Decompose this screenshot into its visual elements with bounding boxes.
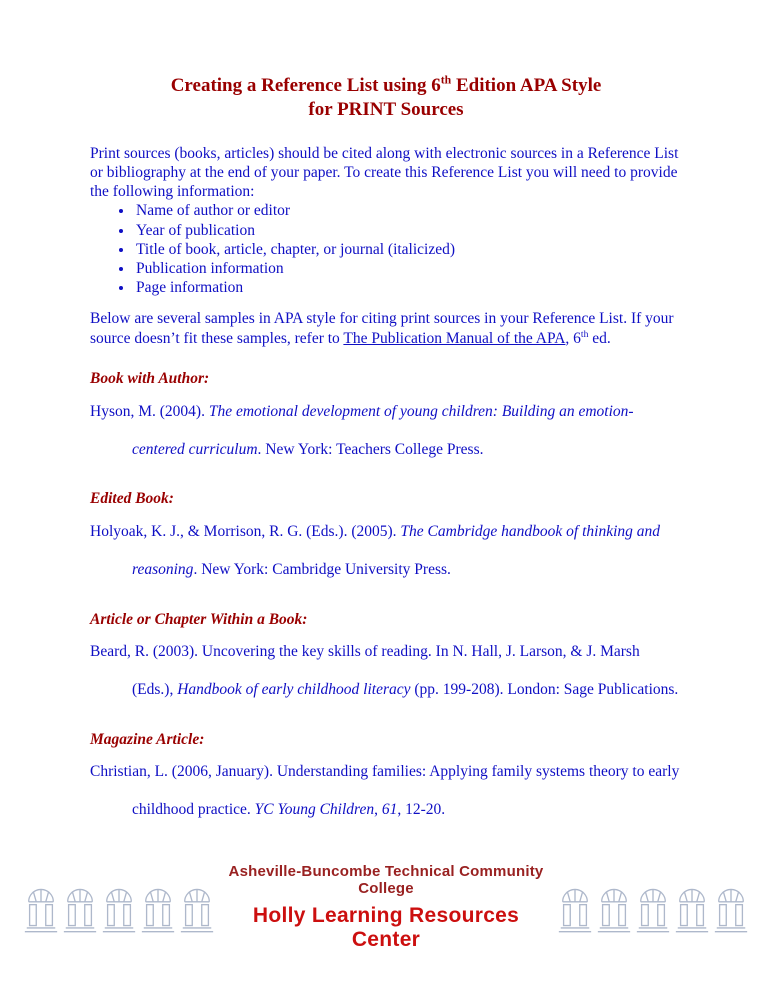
note-text: Below are several samples in APA style for citing print sources in your Reference List. If your source doesn’t fit these samples, refer to	[90, 310, 674, 347]
arch-icon	[61, 880, 99, 935]
note-superscript: th	[580, 328, 589, 340]
samples-note	[90, 309, 682, 348]
citation-section-edited-book	[90, 489, 682, 588]
arch-icon	[178, 880, 216, 935]
arch-icon	[712, 880, 750, 935]
arch-icon	[595, 880, 633, 935]
arch-decoration-left	[22, 880, 216, 935]
arch-icon	[634, 880, 672, 935]
citation-text: Beard, R. (2003). Uncovering the key skills of reading. In N. Hall, J. Larson, & J. Marsh (Eds.), Handbook of early childhood literacy (pp. 199-208). London: Sage Publications.	[90, 642, 679, 698]
arch-icon	[22, 880, 60, 935]
required-info-list	[134, 201, 682, 297]
college-name: Asheville-Buncombe Technical Community College	[228, 863, 544, 897]
citation-text: Holyoak, K. J., & Morrison, R. G. (Eds.). (2005). The Cambridge handbook of thinking and reasoning. New York: Cambridge University Press.	[90, 522, 661, 578]
document-title	[90, 74, 682, 123]
section-heading: Magazine Article:	[90, 730, 205, 748]
title-superscript: th	[440, 73, 452, 87]
citation-section-book-with-author	[90, 369, 682, 468]
section-heading: Edited Book:	[90, 490, 174, 508]
bullet-item: • Year of publication	[134, 221, 682, 240]
arch-decoration-right	[556, 880, 750, 935]
arch-icon	[673, 880, 711, 935]
citation-text: Hyson, M. (2004). The emotional development of young children: Building an emotion-centered curriculum. New York: Teachers College Press.	[90, 402, 634, 458]
note-text: , 6	[565, 329, 581, 347]
arch-icon	[100, 880, 138, 935]
arch-icon	[139, 880, 177, 935]
bullet-item: • Publication information	[134, 259, 682, 278]
title-line-2: for PRINT Sources	[308, 99, 464, 121]
page-footer	[22, 863, 750, 952]
title-text: Edition APA Style	[451, 75, 602, 96]
publication-manual-underlined-title: The Publication Manual of the APA	[343, 329, 566, 347]
note-text: ed.	[588, 329, 611, 347]
title-line-1	[171, 75, 602, 96]
bullet-item: • Page information	[134, 278, 682, 297]
footer-text-block	[216, 863, 556, 952]
section-heading: Book with Author:	[90, 370, 210, 388]
citation-text: Christian, L. (2006, January). Understanding families: Applying family systems theory to early childhood practice. YC Young Children, 61, 12-20.	[90, 762, 680, 818]
citation-section-article-or-chapter	[90, 610, 682, 709]
arch-icon	[556, 880, 594, 935]
citation-section-magazine-article	[90, 730, 682, 829]
bullet-item: • Name of author or editor	[134, 201, 682, 220]
learning-center-name: Holly Learning Resources Center	[252, 904, 520, 951]
title-text: Creating a Reference List using 6	[170, 75, 441, 96]
bullet-item: • Title of book, article, chapter, or journal (italicized)	[134, 240, 682, 259]
section-heading: Article or Chapter Within a Book:	[90, 610, 308, 628]
intro-paragraph: Print sources (books, articles) should be cited along with electronic sources in a Reference List or bibliography at the end of your paper. To create this Reference List you will need to provide the following information:	[90, 144, 679, 201]
